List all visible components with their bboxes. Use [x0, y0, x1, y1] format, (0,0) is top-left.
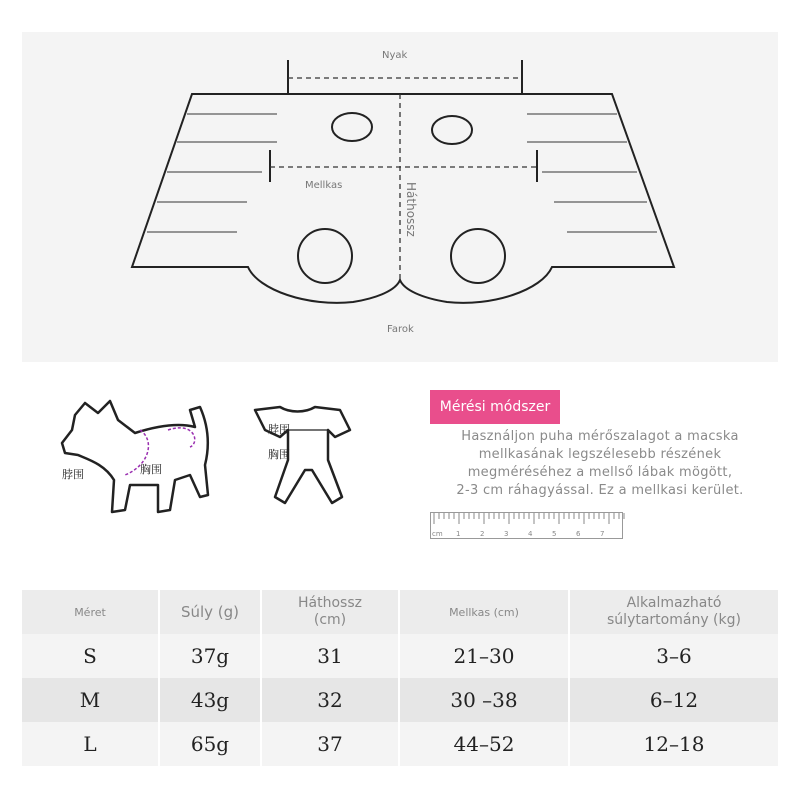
- ruler-number: 7: [600, 530, 605, 538]
- ruler-unit: cm: [432, 530, 443, 538]
- table-row: [22, 634, 778, 678]
- back-length-cell: 32: [261, 678, 399, 722]
- size-table: [22, 590, 778, 766]
- size-cell: L: [22, 722, 159, 766]
- instruction-line: Használjon puha mérőszalagot a macska: [461, 429, 739, 444]
- dog-chest-label: 胸围: [140, 463, 162, 476]
- table-row: [22, 722, 778, 766]
- coat-neck-label: 脖围: [268, 423, 290, 436]
- chest-cell: 30 –38: [399, 678, 569, 722]
- tail-label: Farok: [387, 324, 414, 335]
- ruler-number: 2: [480, 530, 485, 538]
- weight-cell: 65g: [159, 722, 261, 766]
- ruler-icon: [430, 512, 630, 540]
- chest-label: Mellkas: [305, 180, 343, 191]
- header-size: Méret: [22, 590, 159, 634]
- measurement-instructions: [430, 428, 770, 500]
- ruler-number: 6: [576, 530, 581, 538]
- weight-range-cell: 3–6: [569, 634, 778, 678]
- table-row: [22, 678, 778, 722]
- size-cell: M: [22, 678, 159, 722]
- table-header-row: [22, 590, 778, 634]
- coat-pattern-drawing: [22, 32, 778, 362]
- header-weight: Súly (g): [159, 590, 261, 634]
- weight-range-cell: 6–12: [569, 678, 778, 722]
- size-cell: S: [22, 634, 159, 678]
- ruler-number: 5: [552, 530, 557, 538]
- neck-label: Nyak: [382, 50, 408, 61]
- weight-cell: 43g: [159, 678, 261, 722]
- instruction-line: 2-3 cm ráhagyással. Ez a mellkasi kerület.: [456, 483, 744, 498]
- chest-cell: 21–30: [399, 634, 569, 678]
- header-weight-range: Alkalmazható súlytartomány (kg): [569, 590, 778, 634]
- weight-cell: 37g: [159, 634, 261, 678]
- ruler-number: 4: [528, 530, 533, 538]
- ruler-number: 1: [456, 530, 461, 538]
- ruler-number: 3: [504, 530, 509, 538]
- measurement-method-title: Mérési módszer: [430, 390, 560, 424]
- dog-measurement-diagrams: [50, 385, 380, 535]
- back-length-label: Háthossz: [404, 182, 418, 237]
- instruction-line: megméréséhez a mellső lábak mögött,: [467, 465, 733, 480]
- pattern-diagram-panel: [22, 32, 778, 362]
- dog-neck-label: 脖围: [62, 468, 84, 481]
- header-back-length: Háthossz (cm): [261, 590, 399, 634]
- header-chest: Mellkas (cm): [399, 590, 569, 634]
- back-length-cell: 37: [261, 722, 399, 766]
- weight-range-cell: 12–18: [569, 722, 778, 766]
- coat-chest-label: 胸围: [268, 448, 290, 461]
- instruction-line: mellkasának legszélesebb részének: [478, 447, 722, 462]
- dog-silhouette-drawing: [50, 385, 380, 535]
- chest-cell: 44–52: [399, 722, 569, 766]
- back-length-cell: 31: [261, 634, 399, 678]
